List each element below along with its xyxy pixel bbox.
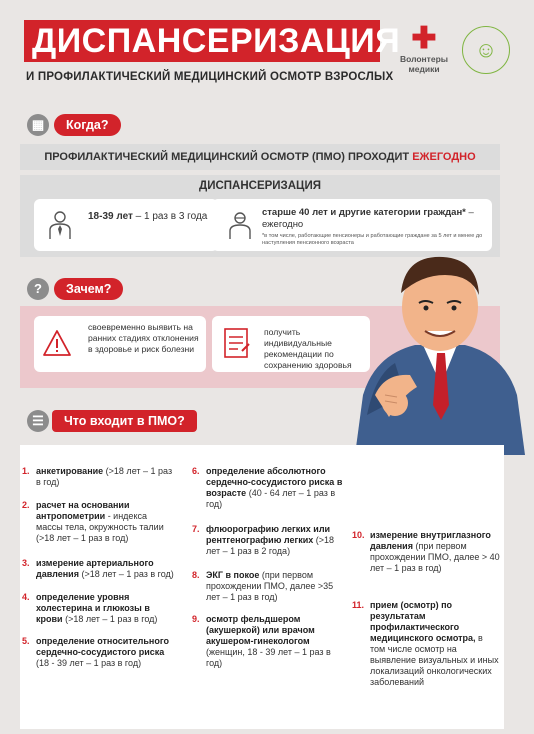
pmo-item [352,600,500,688]
age-40-card [212,199,492,251]
page-title: ДИСПАНСЕРИЗАЦИЯ [24,20,380,62]
person-heart-icon: ☺ [474,37,498,62]
pmo-item [352,530,500,574]
dispensary-title: ДИСПАНСЕРИЗАЦИЯ [199,180,321,192]
pmo-item-title: анкетирование [36,466,106,476]
pmo-item [22,636,176,669]
elderly-person-icon [228,210,252,240]
medical-cross-icon: ✚ [411,22,437,55]
pmo-item-detail: (40 - 64 лет – 1 раз в год) [206,488,336,509]
pmo-item [22,466,176,488]
pmo-list-box [20,445,504,729]
pmo-item-title: ЭКГ в покое [206,570,262,580]
pmo-item-number: 10. [352,530,365,540]
page-subtitle: И ПРОФИЛАКТИЧЕСКИЙ МЕДИЦИНСКИЙ ОСМОТР ВЗРОСЛЫХ [26,71,394,83]
pmo-item-number: 9. [192,614,200,624]
pmo-item-title: осмотр фельдшером (акушеркой) или врачом акушером-гинекологом [206,614,315,646]
age-40-note: *в том числе, работающие пенсионеры и работающие граждане за 5 лет и менее до наступления пенсионного возраста [262,233,483,246]
pmo-item [192,570,346,603]
pmo-item-title: определение относительного сердечно-сосудистого риска [36,636,169,657]
pmo-item [192,466,346,510]
age-18-39-card [34,199,218,251]
pmo-item-title: флюорографию легких или рентгенографию легких [206,524,331,545]
pmo-frequency-text: ПРОФИЛАКТИЧЕСКИЙ МЕДИЦИНСКИЙ ОСМОТР (ПМО) ПРОХОДИТ [44,151,410,163]
pmo-item-number: 6. [192,466,200,476]
calendar-icon: ▦ [27,114,49,136]
age-18-39-text [88,211,208,223]
pmo-item-detail: (при первом прохождении ПМО, далее > 40 лет – 1 раз в год) [370,541,500,573]
pmo-item [192,614,346,669]
pmo-frequency-line [20,144,500,170]
when-section-label: Когда? [54,114,121,136]
list-icon: ☰ [27,410,49,432]
recommendations-card [212,316,370,372]
warning-icon [42,328,72,358]
pmo-item-title: измерение артериального давления [36,558,154,579]
pmo-item-title: определение уровня холестерина и глюкозы в крови [36,592,150,624]
early-detection-card [34,316,206,372]
nmic-logo [462,26,510,74]
pmo-item-title: определение абсолютного сердечно-сосудистого риска в возрасте [206,466,343,498]
pmo-item [22,558,176,580]
pmo-item-number: 11. [352,600,365,610]
pmo-item-detail: в том числе осмотр на выявление визуальных и иных локализаций онкологических заболеваний [370,633,499,687]
person-icon [48,210,72,240]
why-section-label: Зачем? [54,278,123,300]
pmo-item-number: 2. [22,500,30,510]
pointing-man-illustration [355,245,525,455]
pmo-item-number: 3. [22,558,30,568]
pmo-item [192,524,346,557]
pmo-item-number: 8. [192,570,200,580]
pmo-frequency-highlight: ЕЖЕГОДНО [412,151,476,163]
pmo-item-number: 1. [22,466,30,476]
pmo-item-number: 7. [192,524,200,534]
pmo-item-detail: (>18 лет – 1 раз в 2 года) [206,535,335,556]
pmo-item-title: измерение внутриглазного давления [370,530,491,551]
volunteers-logo [396,24,452,74]
checklist-icon [222,326,252,360]
pmo-item-title: расчет на основании антропометрии [36,500,130,521]
age-40-freq: – ежегодно [262,207,474,230]
pmo-item-number: 4. [22,592,30,602]
age-40-text [262,207,490,231]
pmo-item-detail: (при первом прохождении ПМО, далее >35 лет – 1 раз в год) [206,570,334,602]
question-icon: ? [27,278,49,300]
pmo-item [22,500,176,544]
pmo-item-detail: (18 - 39 лет – 1 раз в год) [36,658,142,668]
pmo-item-detail: (женщин, 18 - 39 лет – 1 раз в год) [206,647,331,668]
age-18-39-bold: 18-39 лет [88,211,133,222]
pmo-item-detail: (>18 лет – 1 раз в год) [65,614,158,624]
pmo-item-detail: (>18 лет – 1 раз в год) [36,466,173,487]
pmo-item-detail: (>18 лет – 1 раз в год) [81,569,174,579]
pmo-item-number: 5. [22,636,30,646]
pmo-item-title: прием (осмотр) по результатам профилактического медицинского осмотра, [370,600,479,643]
pmo-item-detail: - индекса массы тела, окружность талии (>18 лет – 1 раз в год) [36,511,164,543]
age-40-bold: старше 40 лет и другие категории граждан* [262,207,466,218]
pmo-section-label: Что входит в ПМО? [52,410,197,432]
pmo-item [22,592,176,625]
early-detection-text: своевременно выявить на ранних стадиях отклонения в здоровье и риск болезни [88,322,199,354]
volunteers-logo-text: Волонтеры медики [399,54,449,74]
recommendations-text: получить индивидуальные рекомендации по сохранению здоровья [264,327,352,370]
age-18-39-freq: – 1 раз в 3 года [132,211,208,222]
